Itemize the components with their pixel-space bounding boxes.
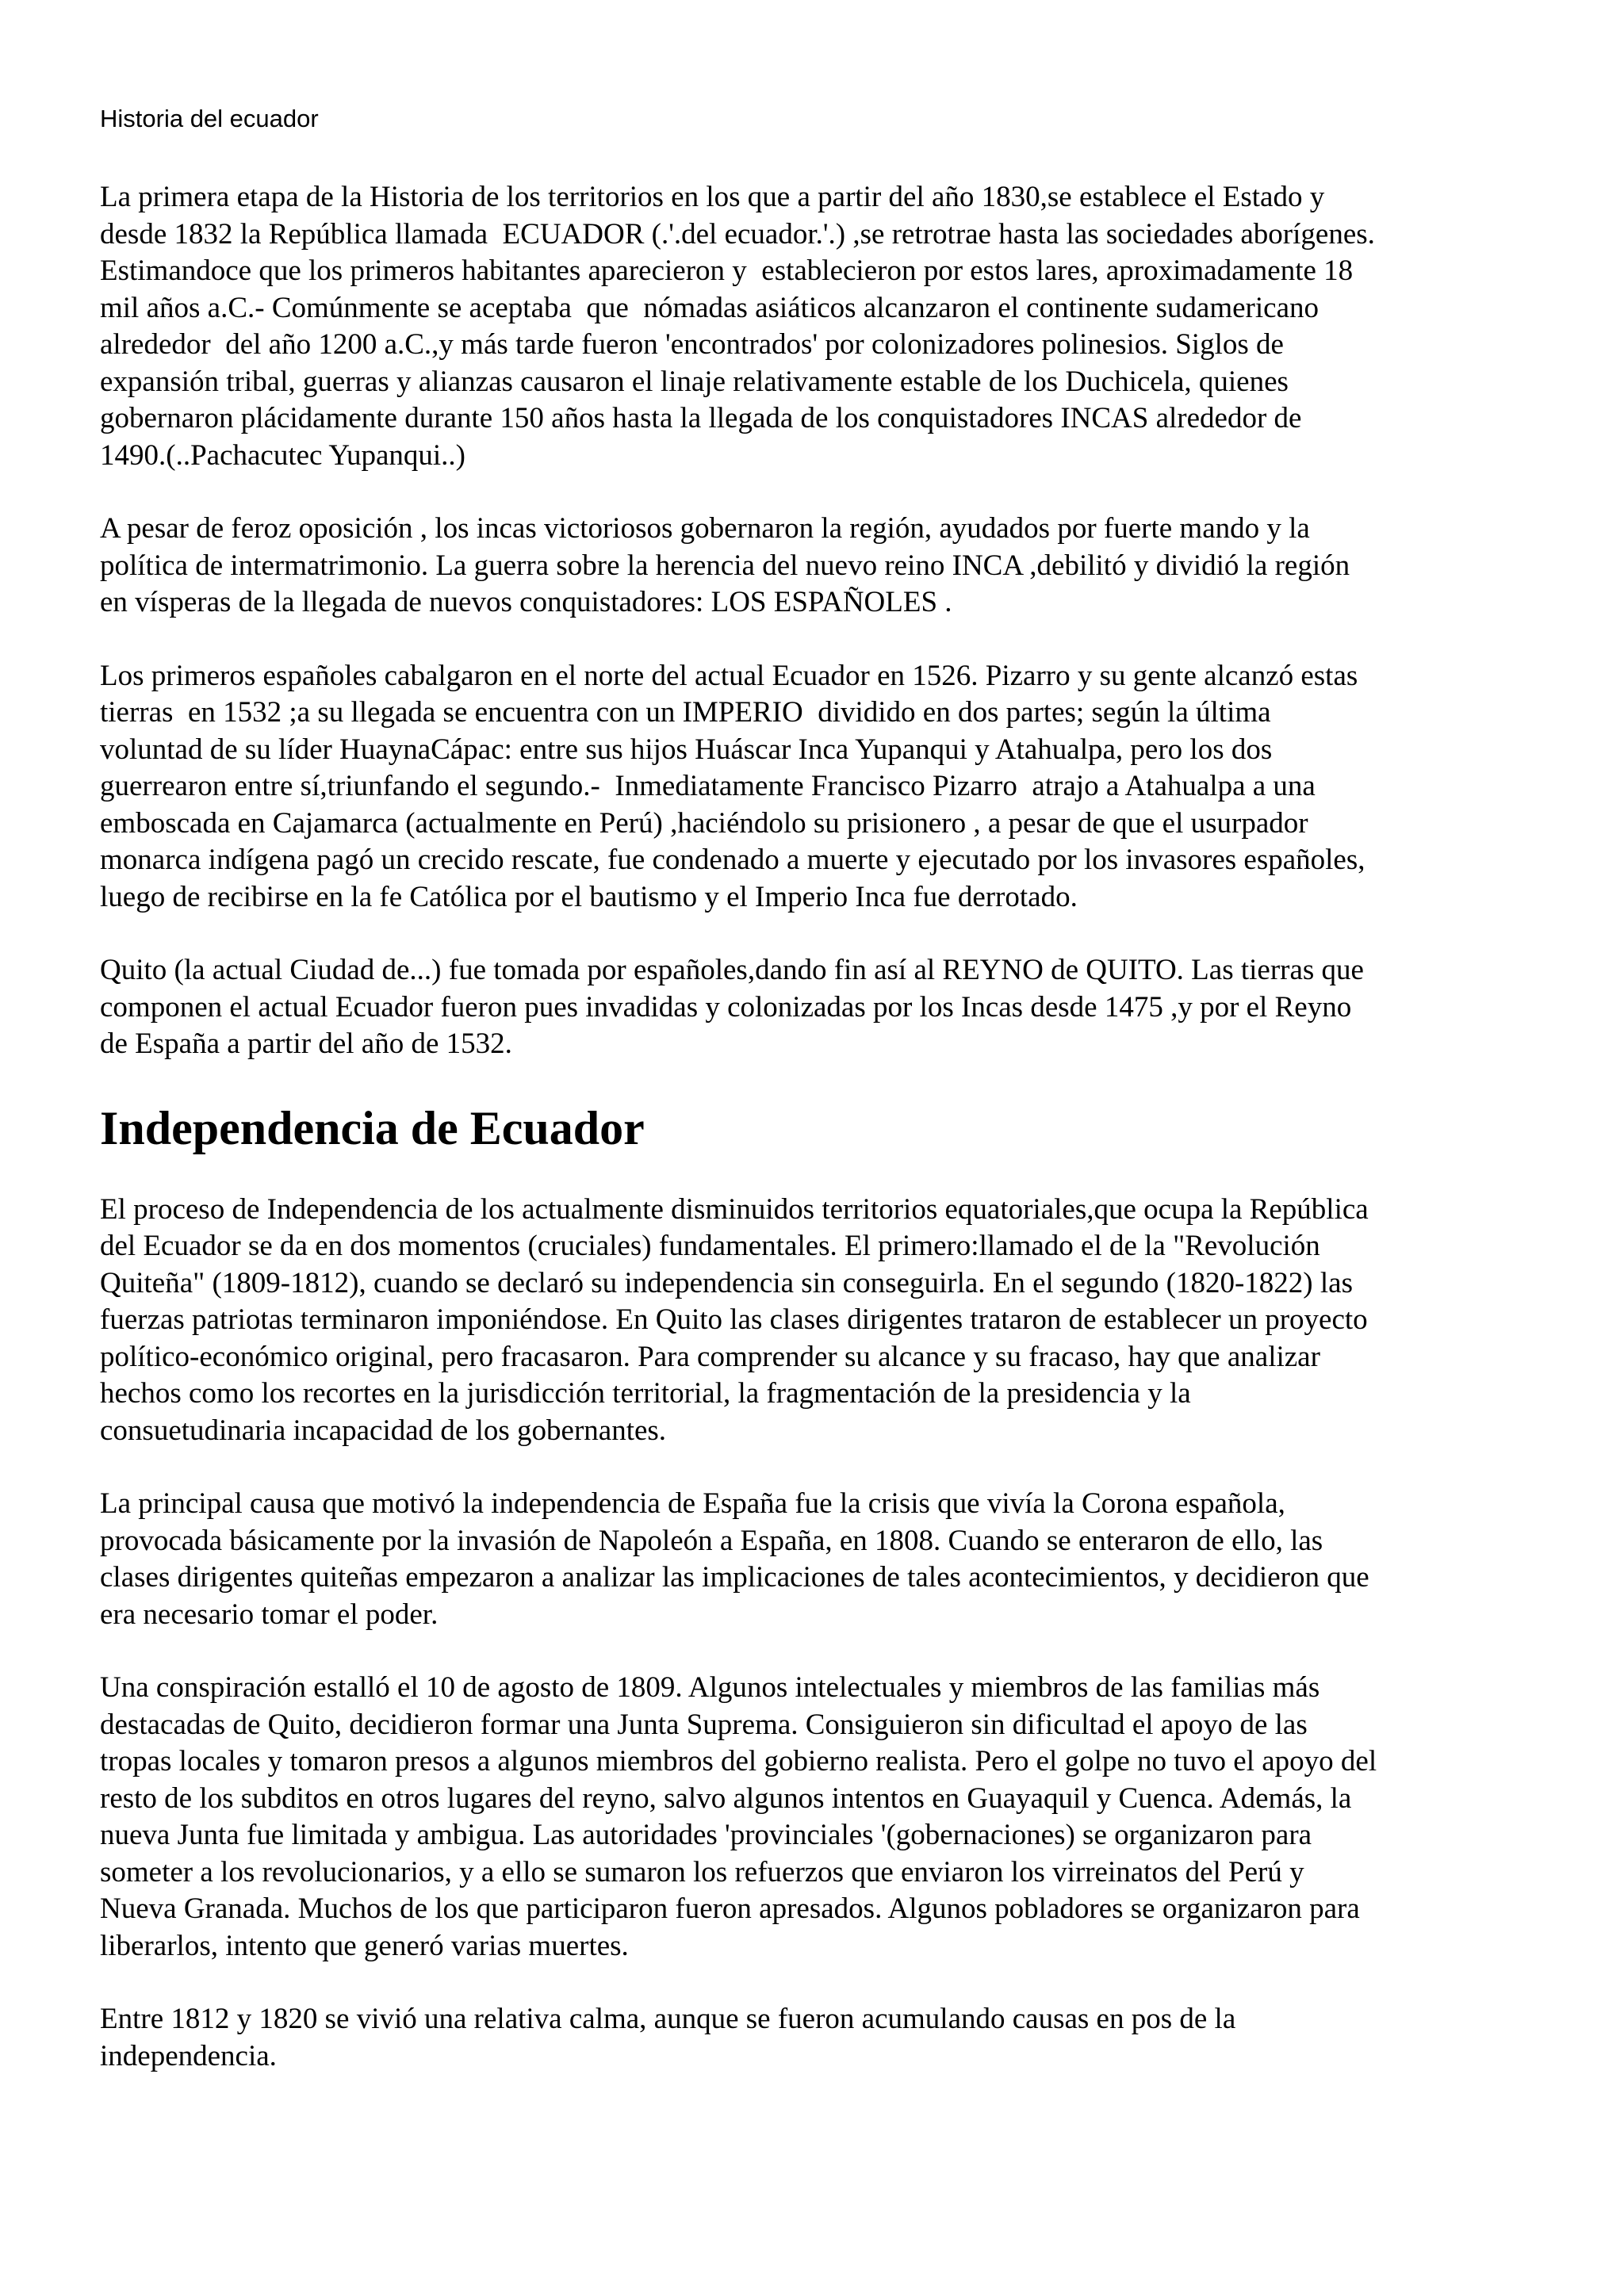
text-line: monarca indígena pagó un crecido rescate, fue condenado a muerte y ejecutado por los invasores españoles,	[100, 844, 1365, 876]
text-line: hechos como los recortes en la jurisdicción territorial, la fragmentación de la presidencia y la	[100, 1377, 1191, 1410]
text-line: El proceso de Independencia de los actualmente disminuidos territorios equatoriales,que ocupa la República	[100, 1192, 1369, 1226]
document-title: Historia del ecuador	[100, 105, 319, 132]
text-line: era necesario tomar el poder.	[100, 1598, 439, 1631]
text-line: A pesar de feroz oposición , los incas victoriosos gobernaron la región, ayudados por fuerte mando y la	[100, 512, 1310, 545]
text-line: destacadas de Quito, decidieron formar una Junta Suprema. Consiguieron sin dificultad el apoyo de las	[100, 1708, 1308, 1741]
text-line: del Ecuador se da en dos momentos (cruciales) fundamentales. El primero:llamado el de la "Revolución	[100, 1230, 1320, 1262]
text-line: Los primeros españoles cabalgaron en el norte del actual Ecuador en 1526. Pizarro y su gente alcanzó estas	[100, 659, 1358, 692]
text-line: voluntad de su líder HuaynaCápac: entre sus hijos Huáscar Inca Yupanqui y Atahualpa, pero los dos	[100, 733, 1273, 766]
text-line: guerrearon entre sí,triunfando el segundo.- Inmediatamente Francisco Pizarro atrajo a Atahualpa a una	[100, 770, 1316, 802]
independence-section	[100, 1192, 1524, 2076]
text-line: independencia.	[100, 2039, 277, 2072]
text-line: expansión tribal, guerras y alianzas causaron el linaje relativamente estable de los Duchicela, quienes	[100, 365, 1289, 398]
text-line: La primera etapa de la Historia de los territorios en los que a partir del año 1830,se establece el Estado y	[100, 181, 1325, 213]
text-line: liberarlos, intento que generó varias muertes.	[100, 1929, 629, 1962]
paragraph	[100, 179, 1524, 474]
text-line: tropas locales y tomaron presos a algunos miembros del gobierno realista. Pero el golpe no tuvo el apoyo del	[100, 1745, 1377, 1777]
text-line: consuetudinaria incapacidad de los gobernantes.	[100, 1414, 667, 1447]
section-heading: Independencia de Ecuador	[100, 1101, 645, 1154]
paragraph	[100, 658, 1524, 916]
text-line: político-económico original, pero fracasaron. Para comprender su alcance y su fracaso, hay que analizar	[100, 1340, 1320, 1373]
text-line: componen el actual Ecuador fueron pues invadidas y colonizadas por los Incas desde 1475 ,y por el Reyno	[100, 990, 1352, 1024]
text-line: nueva Junta fue limitada y ambigua. Las autoridades 'provinciales '(gobernaciones) se organizaron para	[100, 1819, 1312, 1851]
text-line: Estimandoce que los primeros habitantes aparecieron y establecieron por estos lares, aproximadamente 18	[100, 254, 1354, 287]
text-line: Una conspiración estalló el 10 de agosto de 1809. Algunos intelectuales y miembros de las familias más	[100, 1671, 1320, 1704]
text-line: política de intermatrimonio. La guerra sobre la herencia del nuevo reino INCA ,debilitó y dividió la región	[100, 549, 1350, 582]
text-line: Quito (la actual Ciudad de...) fue tomada por españoles,dando fin así al REYNO de QUITO. Las tierras que	[100, 954, 1364, 986]
paragraph	[100, 511, 1524, 622]
paragraph	[100, 1192, 1524, 1450]
text-line: de España a partir del año de 1532.	[100, 1027, 512, 1060]
text-line: fuerzas patriotas terminaron imponiéndose. En Quito las clases dirigentes trataron de establecer un proyecto	[100, 1303, 1368, 1336]
text-line: desde 1832 la República llamada ECUADOR (.'.del ecuador.'.) ,se retrotrae hasta las sociedades aborígenes.	[100, 217, 1375, 251]
paragraph	[100, 2001, 1524, 2075]
text-line: emboscada en Cajamarca (actualmente en Perú) ,haciéndolo su prisionero , a pesar de que el usurpador	[100, 806, 1308, 840]
paragraph	[100, 1670, 1524, 1965]
text-line: someter a los revolucionarios, y a ello se sumaron los refuerzos que enviaron los virreinatos del Perú y	[100, 1855, 1304, 1888]
text-line: clases dirigentes quiteñas empezaron a analizar las implicaciones de tales acontecimientos, y decidieron que	[100, 1561, 1369, 1594]
text-line: alrededor del año 1200 a.C.,y más tarde fueron 'encontrados' por colonizadores polinesios. Siglos de	[100, 328, 1284, 361]
text-line: mil años a.C.- Comúnmente se aceptaba que nómadas asiáticos alcanzaron el continente sudamericano	[100, 291, 1319, 324]
text-line: La principal causa que motivó la independencia de España fue la crisis que vivía la Corona española,	[100, 1487, 1285, 1520]
text-line: luego de recibirse en la fe Católica por el bautismo y el Imperio Inca fue derrotado.	[100, 880, 1078, 913]
text-line: resto de los subditos en otros lugares del reyno, salvo algunos intentos en Guayaquil y Cuenca. Además, la	[100, 1781, 1352, 1815]
text-line: Quiteña" (1809-1812), cuando se declaró su independencia sin conseguirla. En el segundo (1820-1822) las	[100, 1266, 1353, 1299]
paragraph	[100, 1486, 1524, 1633]
text-line: tierras en 1532 ;a su llegada se encuentra con un IMPERIO dividido en dos partes; según la última	[100, 696, 1271, 729]
text-line: gobernaron plácidamente durante 150 años hasta la llegada de los conquistadores INCAS alrededor de	[100, 402, 1302, 434]
intro-section	[100, 179, 1524, 1063]
text-line: provocada básicamente por la invasión de Napoleón a España, en 1808. Cuando se enteraron de ello, las	[100, 1524, 1323, 1557]
text-line: Nueva Granada. Muchos de los que participaron fueron apresados. Algunos pobladores se organizaron para	[100, 1892, 1360, 1925]
text-line: en vísperas de la llegada de nuevos conquistadores: LOS ESPAÑOLES .	[100, 586, 952, 618]
text-line: 1490.(..Pachacutec Yupanqui..)	[100, 438, 465, 472]
text-line: Entre 1812 y 1820 se vivió una relativa calma, aunque se fueron acumulando causas en pos de la	[100, 2003, 1236, 2035]
paragraph	[100, 952, 1524, 1063]
